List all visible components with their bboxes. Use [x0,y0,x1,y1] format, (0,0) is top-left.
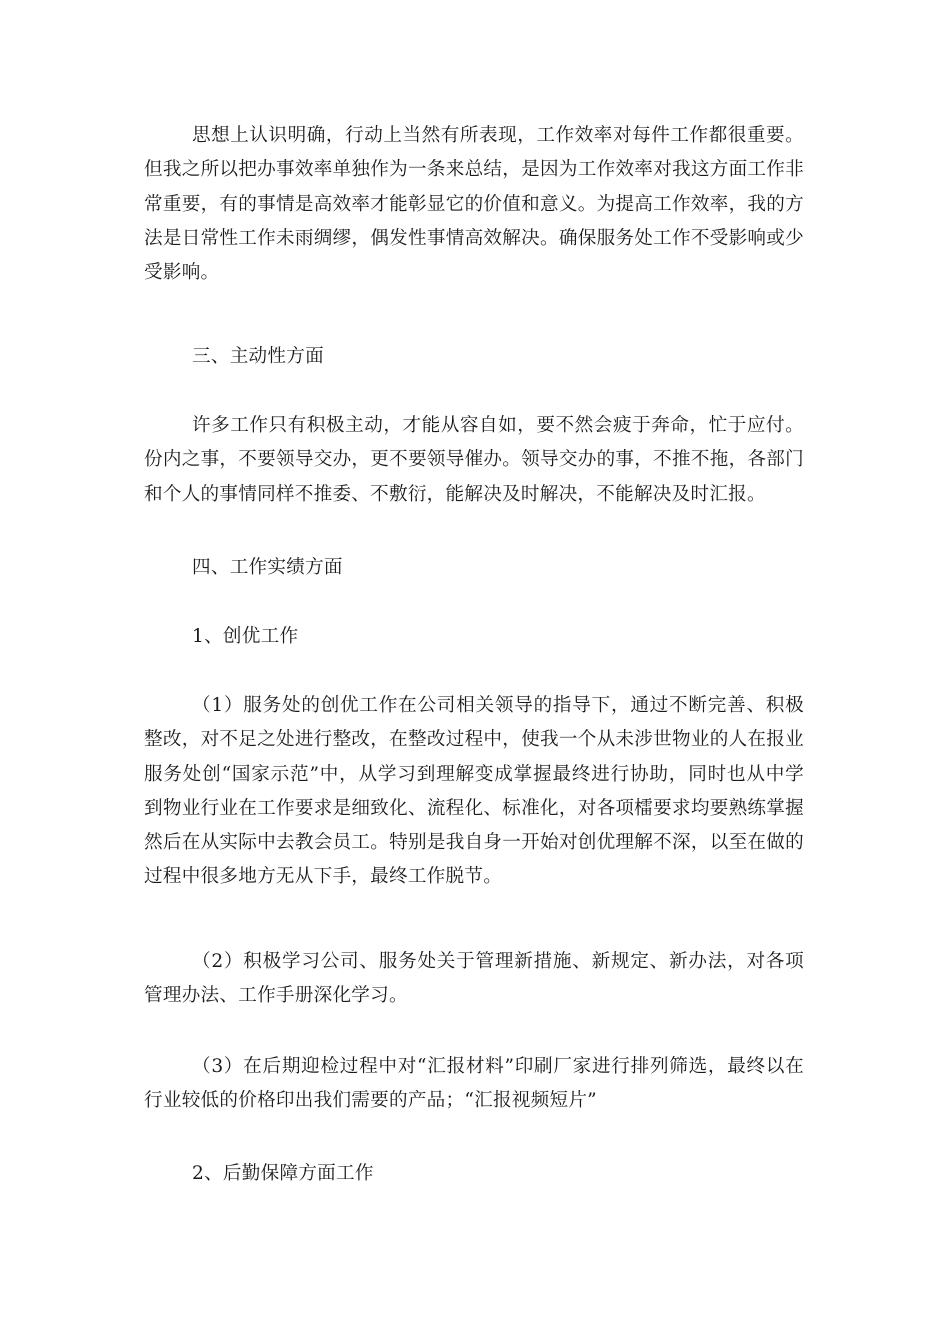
heading-excellence-work: 1、创优工作 [192,626,299,647]
heading-initiative: 三、主动性方面 [192,346,324,367]
paragraph-initiative: 许多工作只有积极主动，才能从容自如，要不然会疲于奔命，忙于应付。份内之事，不要领导交办，更不要领导催办。领导交办的事，不推不拖，各部门和个人的事情同样不推委、不敷衍，能解决及时解决，不能解决及时汇报。 [144,415,804,505]
heading-work-achievements: 四、工作实绩方面 [192,557,343,578]
paragraph-work-efficiency: 思想上认识明确，行动上当然有所表现，工作效率对每件工作都很重要。但我之所以把办事效率单独作为一条来总结，是因为工作效率对我这方面工作非常重要，有的事情是高效率才能彰显它的价值和意义。为提高工作效率，我的方法是日常性工作未雨绸缪，偶发性事情高效解决。确保服务处工作不受影响或少受影响。 [144,125,804,284]
heading-logistics-support: 2、后勤保障方面工作 [192,1163,374,1184]
paragraph-excellence-item-3: （3）在后期迎检过程中对“汇报材料”印刷厂家进行排列筛选，最终以在行业较低的价格印出我们需要的产品；“汇报视频短片” [144,1056,804,1112]
paragraph-excellence-item-1: （1）服务处的创优工作在公司相关领导的指导下，通过不断完善、积极整改，对不足之处进行整改，在整改过程中，使我一个从未涉世物业的人在报业服务处创“国家示范”中，从学习到理解变成掌握最终进行协助，同时也从中学到物业行业在工作要求是细致化、流程化、标准化，对各项檑要求均要熟练掌握然后在从实际中去教会员工。特别是我自身一开始对创优理解不深，以至在做的过程中很多地方无从下手，最终工作脱节。 [144,695,804,888]
paragraph-excellence-item-2: （2）积极学习公司、服务处关于管理新措施、新规定、新办法，对各项管理办法、工作手册深化学习。 [144,951,804,1007]
